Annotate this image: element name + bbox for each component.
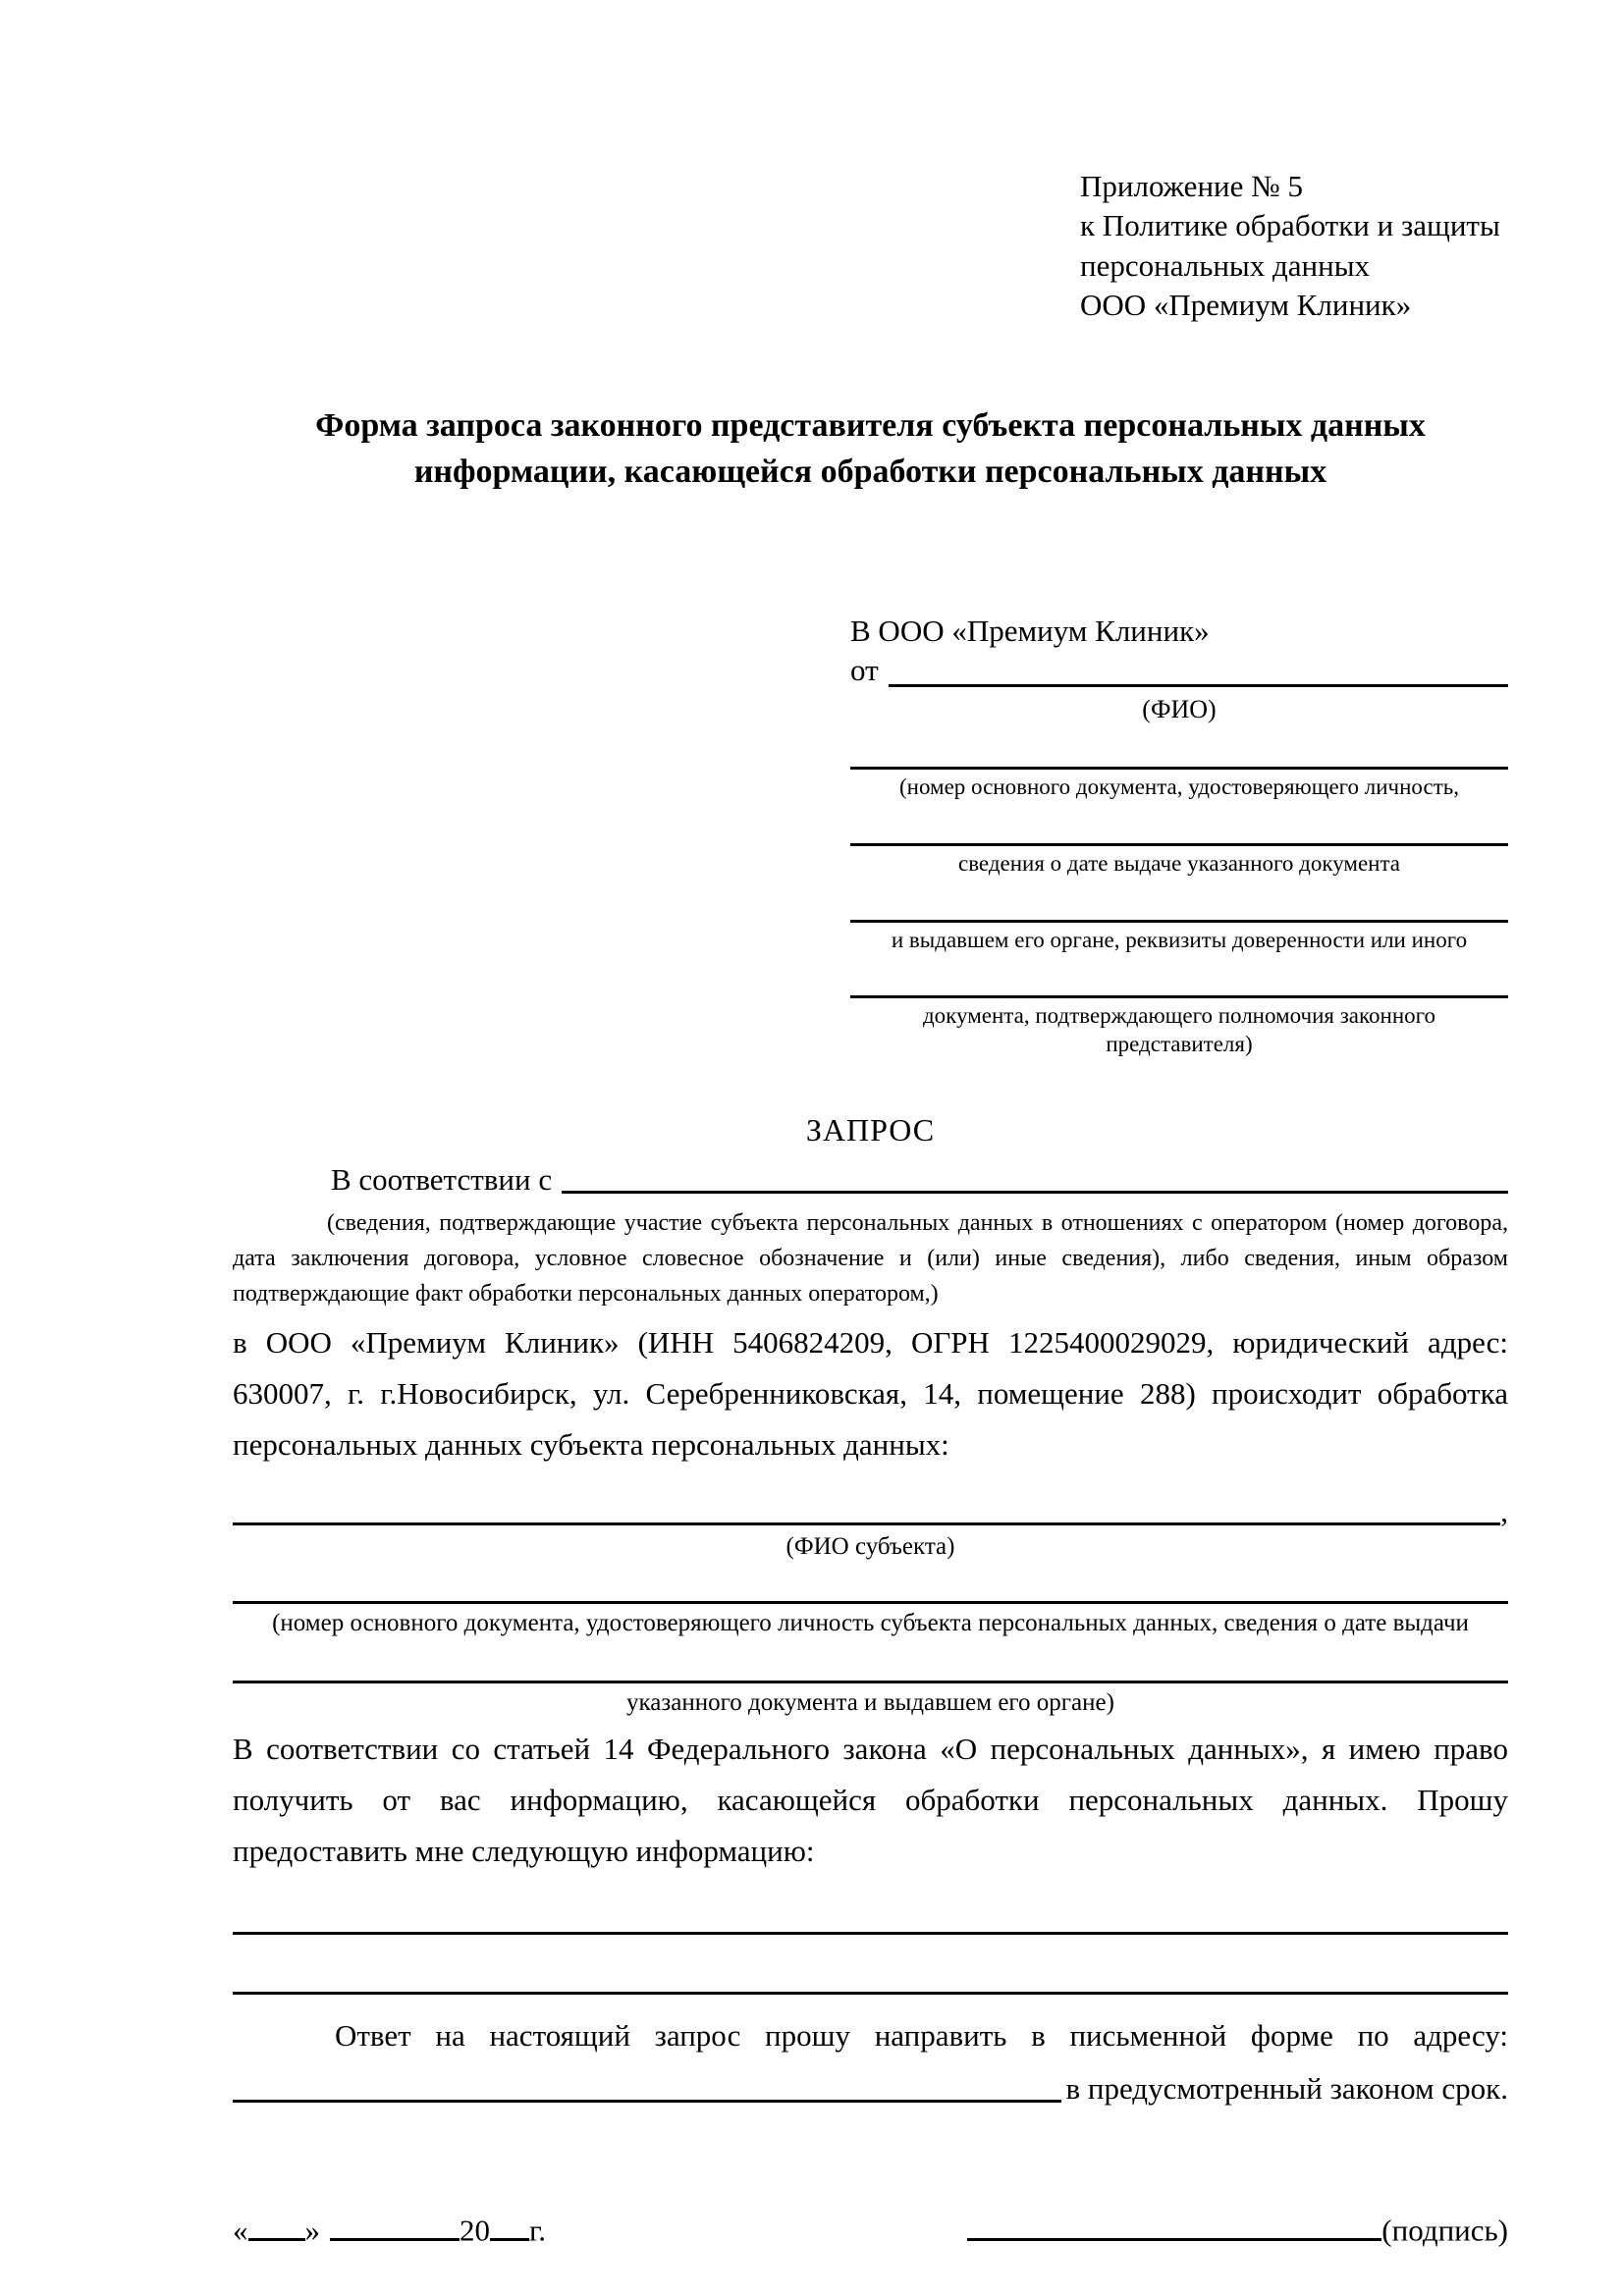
address-blank-line <box>233 2071 1061 2103</box>
from-label: от <box>850 653 879 688</box>
law-paragraph: В соответствии со статьей 14 Федерального закона «О персональных данных», я имею право получить от вас информацию, касающейся обработки персональных данных. Прошу предоставить мне следующую информацию: <box>233 1731 1508 1868</box>
quote-open: « <box>233 2213 248 2248</box>
footer-row <box>233 2209 1508 2248</box>
subject-doc-caption: указанного документа и выдавшем его органе) <box>626 1688 1114 1716</box>
requested-info-blank-line <box>233 1992 1508 1995</box>
request-heading: ЗАПРОС <box>805 1111 936 1148</box>
from-row <box>850 651 1508 690</box>
blank-line <box>850 767 1508 770</box>
requested-info-blank-line <box>233 1932 1508 1935</box>
operator-paragraph: в ООО «Премиум Клиник» (ИНН 5406824209, ОГРН 1225400029029, юридический адрес: 630007, г. г.Новосибирск, ул. Серебренниковская, 14, помещение 288) происходит обработка персональных данных субъекта персональных данных: <box>233 1324 1508 1462</box>
paragraph-indent <box>233 1162 331 1198</box>
quote-close: » <box>304 2213 320 2248</box>
field-caption: документа, подтверждающего полномочия законного представителя) <box>922 1003 1435 1057</box>
form-title <box>233 403 1508 496</box>
date-month-blank <box>330 2209 460 2240</box>
appendix-header <box>1080 167 1508 325</box>
year-suffix: г. <box>529 2213 546 2248</box>
basis-blank-line <box>562 1162 1508 1194</box>
signature-caption: (подпись) <box>1381 2213 1508 2248</box>
addressee-block <box>850 612 1508 1059</box>
field-caption: и выдавшем его органе, реквизиты доверенности или иного <box>891 927 1468 952</box>
in-accordance-row <box>233 1162 1508 1198</box>
appendix-header-line: Приложение № 5 <box>1080 169 1303 203</box>
date-day-blank <box>248 2209 305 2240</box>
representative-doc-field <box>850 920 1508 955</box>
appendix-header-line: ООО «Премиум Клиник» <box>1080 287 1412 322</box>
trailing-comma: , <box>1500 1494 1508 1529</box>
representative-doc-field <box>850 843 1508 879</box>
field-caption: (номер основного документа, удостоверяющего личность, <box>898 774 1459 800</box>
subject-doc-field <box>233 1681 1508 1718</box>
representative-doc-field <box>850 767 1508 802</box>
signature-blank-line <box>967 2209 1381 2240</box>
subject-fio-blank-line <box>233 1494 1500 1525</box>
fio-caption: (ФИО) <box>1142 694 1217 723</box>
blank-line <box>850 995 1508 998</box>
field-caption: сведения о дате выдаче указанного документа <box>957 850 1401 876</box>
subject-doc-field <box>233 1601 1508 1638</box>
form-title-line2: информации, касающейся обработки персональных данных <box>413 454 1327 491</box>
reply-suffix: в предусмотренный законом срок. <box>1065 2071 1508 2107</box>
addressee-to: В ООО «Премиум Клиник» <box>850 614 1210 648</box>
blank-line <box>850 843 1508 846</box>
blank-line <box>233 1601 1508 1604</box>
reply-paragraph: Ответ на настоящий запрос прошу направить в письменной форме по адресу: <box>335 2018 1508 2054</box>
subject-doc-caption: (номер основного документа, удостоверяющего личность субъекта персональных данных, сведения о дате выдачи <box>272 1610 1469 1637</box>
appendix-header-line: к Политике обработки и защиты <box>1080 208 1500 243</box>
from-blank-line <box>889 651 1508 686</box>
reply-address-row <box>233 2071 1508 2107</box>
blank-line <box>233 1681 1508 1683</box>
year-prefix: 20 <box>460 2213 490 2248</box>
subject-fio-row <box>233 1494 1508 1529</box>
subject-fio-caption: (ФИО субъекта) <box>785 1533 955 1561</box>
signature-field <box>967 2209 1508 2248</box>
representative-doc-field <box>850 995 1508 1059</box>
date-field <box>233 2209 546 2248</box>
blank-line <box>850 920 1508 923</box>
appendix-header-line: персональных данных <box>1080 247 1371 283</box>
date-year-blank <box>490 2209 529 2240</box>
form-title-line1: Форма запроса законного представителя субъекта персональных данных <box>315 407 1426 445</box>
in-accordance-label: В соответствии с <box>331 1161 553 1197</box>
basis-caption: (сведения, подтверждающие участие субъекта персональных данных в отношениях с оператором (номер договора, дата заключения договора, условное словесное обозначение и (или) иные сведения), либо сведения, иным образом подтверждающие факт обработки персональных данных оператором,) <box>233 1209 1508 1307</box>
